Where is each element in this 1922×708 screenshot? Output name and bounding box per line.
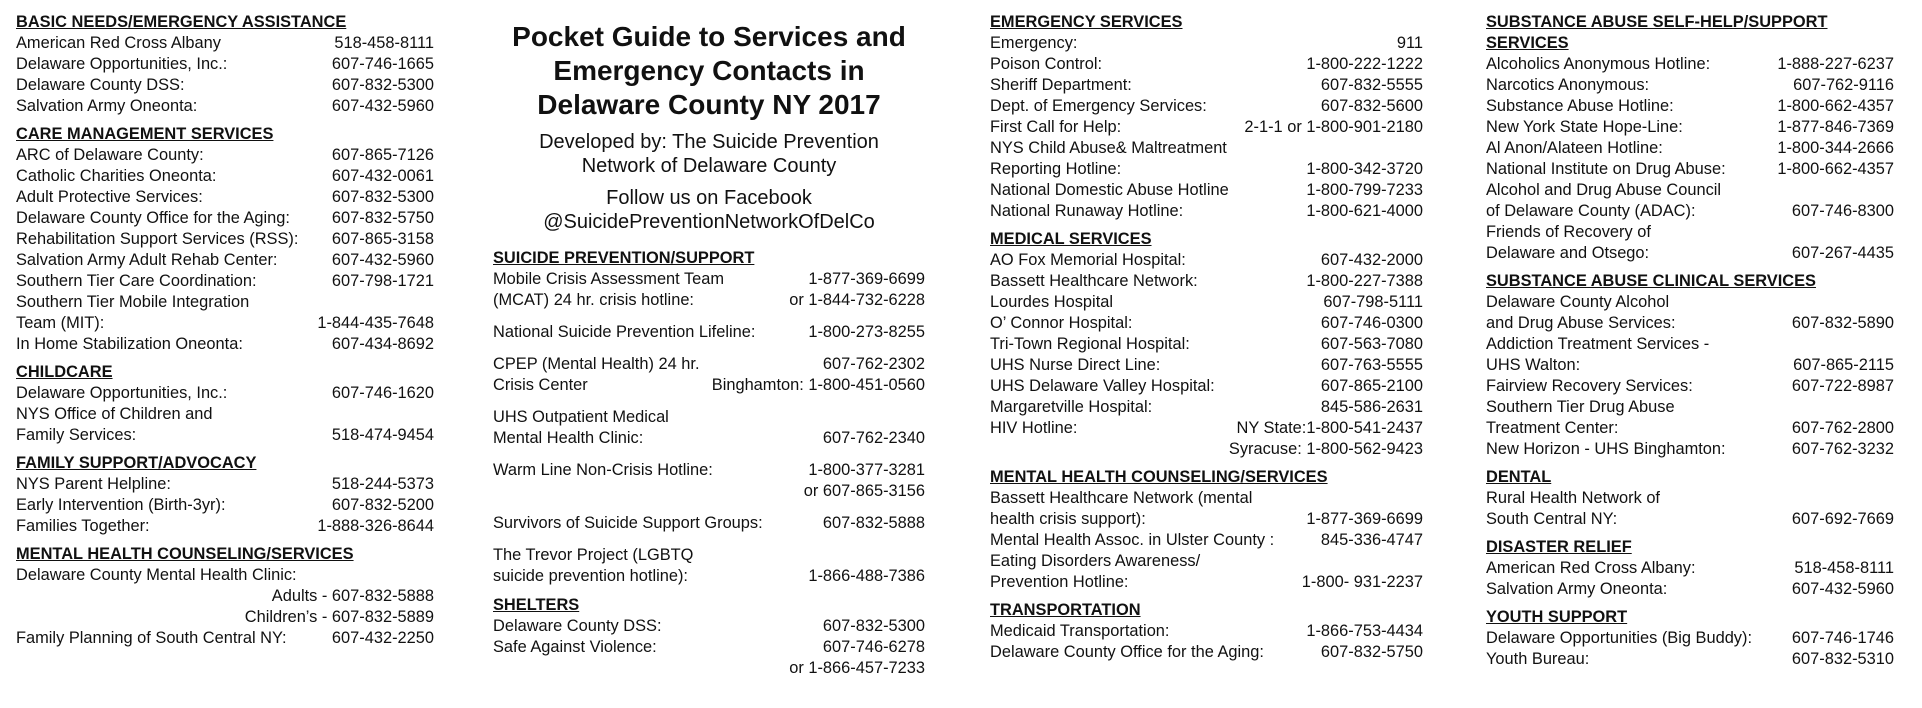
list-item	[16, 187, 434, 208]
service-name: UHS Delaware Valley Hospital:	[990, 377, 1215, 395]
list-item	[990, 54, 1423, 75]
section-childcare	[16, 362, 434, 446]
phone-number: Adults - 607-832-5888	[271, 587, 434, 605]
subtitle-line: Developed by: The Suicide Prevention	[539, 131, 879, 153]
service-name: Southern Tier Drug Abuse	[1486, 398, 1675, 416]
section-emergency	[990, 12, 1423, 222]
service-name: Lourdes Hospital	[990, 293, 1114, 311]
service-name: CPEP (Mental Health) 24 hr.	[493, 355, 700, 373]
phone-number: 1-877-846-7369	[1777, 118, 1894, 136]
phone-number: 607-832-5300	[331, 76, 434, 94]
phone-number: 1-866-488-7386	[808, 567, 925, 585]
entry-line	[493, 566, 925, 587]
service-name: Delaware County Office for the Aging:	[16, 209, 290, 227]
service-name: Medicaid Transportation:	[990, 622, 1170, 640]
list-item	[990, 355, 1423, 376]
section-heading: DISASTER RELIEF	[1486, 538, 1632, 556]
phone-number: NY State:1-800-541-2437	[1236, 419, 1423, 437]
phone-number: Binghamton: 1-800-451-0560	[711, 376, 925, 394]
title-line: Emergency Contacts in	[553, 55, 865, 86]
section-heading: TRANSPORTATION	[990, 601, 1141, 619]
service-name: Mental Health Assoc. in Ulster County :	[990, 531, 1275, 549]
entry-line	[493, 354, 925, 375]
service-name: Alcoholics Anonymous Hotline:	[1486, 55, 1711, 73]
list-item	[1486, 75, 1894, 96]
section-heading: YOUTH SUPPORT	[1486, 608, 1628, 626]
list-item	[16, 96, 434, 117]
list-item	[990, 180, 1423, 201]
section-family-support	[16, 453, 434, 537]
list-item	[990, 96, 1423, 117]
service-name: Safe Against Violence:	[493, 638, 657, 656]
list-item	[16, 628, 434, 649]
phone-number: 1-800- 931-2237	[1301, 573, 1423, 591]
list-item	[990, 376, 1423, 397]
phone-number: 607-832-5888	[822, 514, 925, 532]
phone-number: 607-434-8692	[331, 335, 434, 353]
service-name: American Red Cross Albany	[16, 34, 221, 52]
section-youth-support	[1486, 607, 1894, 670]
service-name: Delaware County Mental Health Clinic:	[16, 566, 297, 584]
service-name: Delaware County Office for the Aging:	[990, 643, 1264, 661]
list-item	[1486, 117, 1894, 138]
service-name: Salvation Army Oneonta:	[16, 97, 198, 115]
phone-number: or 1-844-732-6228	[789, 291, 925, 309]
service-name: National Suicide Prevention Lifeline:	[493, 323, 756, 341]
phone-number: 1-800-222-1222	[1306, 55, 1423, 73]
list-item	[990, 250, 1423, 271]
section-heading: MENTAL HEALTH COUNSELING/SERVICES	[16, 545, 354, 563]
list-item	[16, 75, 434, 96]
entry-line	[493, 428, 925, 449]
phone-number: 607-832-5555	[1320, 76, 1423, 94]
list-item	[990, 159, 1423, 180]
section-basic-needs	[16, 12, 434, 117]
phone-number: Syracuse: 1-800-562-9423	[1228, 440, 1423, 458]
service-name: National Runaway Hotline:	[990, 202, 1184, 220]
phone-number: 518-458-8111	[334, 34, 434, 52]
service-name: In Home Stabilization Oneonta:	[16, 335, 243, 353]
phone-number: 911	[1396, 34, 1423, 52]
service-name: NYS Child Abuse& Maltreatment	[990, 139, 1227, 157]
phone-number: 1-888-227-6237	[1777, 55, 1894, 73]
service-name: Bassett Healthcare Network (mental	[990, 489, 1253, 507]
list-item	[990, 117, 1423, 138]
list-item	[990, 292, 1423, 313]
column-4	[1486, 12, 1894, 677]
section-heading: SUICIDE PREVENTION/SUPPORT	[493, 249, 755, 267]
phone-number: 1-800-227-7388	[1306, 272, 1423, 290]
column-2	[493, 12, 925, 686]
follow-facebook	[493, 186, 925, 234]
list-item	[493, 322, 925, 343]
list-item	[1486, 509, 1894, 530]
list-item	[16, 425, 434, 446]
section-heading: SUBSTANCE ABUSE SELF-HELP/SUPPORT	[1486, 13, 1828, 31]
title-line: Delaware County NY 2017	[537, 89, 881, 120]
list-item	[990, 334, 1423, 355]
phone-number: 845-336-4747	[1320, 531, 1423, 549]
service-name: Youth Bureau:	[1486, 650, 1590, 668]
list-item	[990, 313, 1423, 334]
phone-number: 607-865-2115	[1793, 356, 1894, 374]
phone-number: 607-865-7126	[331, 146, 434, 164]
list-item	[990, 530, 1423, 551]
service-name: First Call for Help:	[990, 118, 1122, 136]
service-name: of Delaware County (ADAC):	[1486, 202, 1696, 220]
phone-number: or 1-866-457-7233	[789, 659, 925, 677]
phone-number: 1-844-435-7648	[317, 314, 434, 332]
phone-number: 607-722-8987	[1791, 377, 1894, 395]
service-name: Early Intervention (Birth-3yr):	[16, 496, 226, 514]
list-item	[493, 354, 925, 396]
phone-number: 1-800-799-7233	[1306, 181, 1423, 199]
list-item	[16, 250, 434, 271]
entry-line	[493, 460, 925, 481]
phone-number: 607-832-5750	[331, 209, 434, 227]
service-name: Eating Disorders Awareness/	[990, 552, 1201, 570]
service-name: Tri-Town Regional Hospital:	[990, 335, 1190, 353]
phone-number: 607-432-2250	[331, 629, 434, 647]
service-name: Crisis Center	[493, 376, 588, 394]
list-item	[16, 166, 434, 187]
phone-number: 1-866-753-4434	[1306, 622, 1423, 640]
page-title	[493, 20, 925, 122]
service-name: HIV Hotline:	[990, 419, 1078, 437]
service-name: Southern Tier Care Coordination:	[16, 272, 257, 290]
service-name: Delaware Opportunities (Big Buddy):	[1486, 629, 1753, 647]
list-item	[16, 271, 434, 292]
service-name: Emergency:	[990, 34, 1078, 52]
list-item	[1486, 54, 1894, 75]
section-heading: MEDICAL SERVICES	[990, 230, 1152, 248]
subtitle-line: Follow us on Facebook	[606, 187, 812, 209]
service-name: NYS Parent Helpline:	[16, 475, 171, 493]
phone-number: 607-865-3158	[331, 230, 434, 248]
service-name: Fairview Recovery Services:	[1486, 377, 1693, 395]
list-item	[16, 495, 434, 516]
phone-number: 607-832-5200	[331, 496, 434, 514]
list-item	[16, 383, 434, 404]
phone-number: 607-762-2800	[1791, 419, 1894, 437]
section-shelters	[493, 595, 925, 679]
service-name: suicide prevention hotline):	[493, 567, 688, 585]
list-item	[990, 621, 1423, 642]
phone-number: 1-877-369-6699	[808, 270, 925, 288]
list-item	[1486, 201, 1894, 222]
phone-number: 607-432-5960	[1791, 580, 1894, 598]
list-item	[16, 516, 434, 537]
phone-number: 607-762-2340	[822, 429, 925, 447]
service-name: Dept. of Emergency Services:	[990, 97, 1207, 115]
service-name: Al Anon/Alateen Hotline:	[1486, 139, 1663, 157]
phone-number: 607-746-8300	[1791, 202, 1894, 220]
list-item	[990, 397, 1423, 418]
phone-number: 607-746-0300	[1320, 314, 1423, 332]
list-item	[493, 637, 925, 658]
list-item	[493, 460, 925, 502]
service-name: National Institute on Drug Abuse:	[1486, 160, 1726, 178]
phone-number: 607-763-5555	[1320, 356, 1423, 374]
list-item	[16, 145, 434, 166]
service-name: Family Planning of South Central NY:	[16, 629, 287, 647]
section-heading: CHILDCARE	[16, 363, 113, 381]
service-name: Delaware County DSS:	[16, 76, 185, 94]
phone-number: 1-800-621-4000	[1306, 202, 1423, 220]
phone-number: 607-267-4435	[1791, 244, 1894, 262]
phone-number: 1-888-326-8644	[317, 517, 434, 535]
service-name: Southern Tier Mobile Integration	[16, 293, 250, 311]
service-name: Delaware and Otsego:	[1486, 244, 1650, 262]
phone-number: 607-432-5960	[331, 251, 434, 269]
phone-number: 607-762-2302	[822, 355, 925, 373]
column-1	[16, 12, 434, 656]
service-name: Delaware County DSS:	[493, 617, 662, 635]
phone-number: 607-762-9116	[1793, 76, 1894, 94]
service-name: ARC of Delaware County:	[16, 146, 204, 164]
section-heading: SUBSTANCE ABUSE CLINICAL SERVICES	[1486, 272, 1816, 290]
section-mental-health-right	[990, 467, 1423, 593]
section-heading: SERVICES	[1486, 34, 1569, 52]
phone-number: 518-458-8111	[1794, 559, 1894, 577]
phone-number: Children’s - 607-832-5889	[244, 608, 434, 626]
list-item	[990, 572, 1423, 593]
phone-number: 607-762-3232	[1791, 440, 1894, 458]
section-care-management	[16, 124, 434, 355]
phone-number: 607-432-0061	[331, 167, 434, 185]
service-name: Family Services:	[16, 426, 137, 444]
service-name: National Domestic Abuse Hotline	[990, 181, 1229, 199]
list-item	[1486, 376, 1894, 397]
service-name: Delaware Opportunities, Inc.:	[16, 384, 228, 402]
phone-number: 607-432-2000	[1320, 251, 1423, 269]
title-line: Pocket Guide to Services and	[512, 21, 906, 52]
service-name: Team (MIT):	[16, 314, 105, 332]
section-heading: FAMILY SUPPORT/ADVOCACY	[16, 454, 257, 472]
section-heading: BASIC NEEDS/EMERGENCY ASSISTANCE	[16, 13, 347, 31]
service-name: Rehabilitation Support Services (RSS):	[16, 230, 299, 248]
phone-number: 845-586-2631	[1320, 398, 1423, 416]
service-name: Salvation Army Oneonta:	[1486, 580, 1668, 598]
section-dental	[1486, 467, 1894, 530]
list-item	[990, 201, 1423, 222]
phone-number: 607-798-1721	[331, 272, 434, 290]
list-item	[493, 269, 925, 311]
service-name: Survivors of Suicide Support Groups:	[493, 514, 763, 532]
service-name: Mobile Crisis Assessment Team	[493, 270, 725, 288]
phone-number: 607-832-5750	[1320, 643, 1423, 661]
list-item	[16, 313, 434, 334]
column-3	[990, 12, 1423, 670]
service-name: AO Fox Memorial Hospital:	[990, 251, 1186, 269]
list-item	[990, 642, 1423, 663]
service-name: NYS Office of Children and	[16, 405, 213, 423]
section-transportation	[990, 600, 1423, 663]
entry-line	[493, 513, 925, 534]
list-item	[16, 229, 434, 250]
section-substance-clinical	[1486, 271, 1894, 460]
phone-number: 607-832-5600	[1320, 97, 1423, 115]
phone-number: 2-1-1 or 1-800-901-2180	[1244, 118, 1423, 136]
service-name: Catholic Charities Oneonta:	[16, 167, 217, 185]
phone-number: 607-563-7080	[1320, 335, 1423, 353]
entry-line	[493, 375, 925, 396]
list-item	[1486, 558, 1894, 579]
section-substance-selfhelp	[1486, 12, 1894, 264]
developed-by	[493, 130, 925, 178]
service-name: Bassett Healthcare Network:	[990, 272, 1198, 290]
service-name: The Trevor Project (LGBTQ	[493, 546, 694, 564]
service-name: and Drug Abuse Services:	[1486, 314, 1676, 332]
list-item	[1486, 439, 1894, 460]
service-name: health crisis support):	[990, 510, 1146, 528]
phone-number: 607-832-5300	[822, 617, 925, 635]
service-name: Families Together:	[16, 517, 150, 535]
list-item	[1486, 96, 1894, 117]
service-name: Delaware County Alcohol	[1486, 293, 1670, 311]
service-name: South Central NY:	[1486, 510, 1618, 528]
service-name: Rural Health Network of	[1486, 489, 1660, 507]
phone-number: 607-832-5890	[1791, 314, 1894, 332]
phone-number: 1-800-662-4357	[1777, 97, 1894, 115]
service-name: UHS Walton:	[1486, 356, 1581, 374]
phone-number: 1-800-662-4357	[1777, 160, 1894, 178]
list-item	[493, 616, 925, 637]
list-item	[16, 33, 434, 54]
service-name: Adult Protective Services:	[16, 188, 203, 206]
service-name: (MCAT) 24 hr. crisis hotline:	[493, 291, 694, 309]
phone-number: 1-800-344-2666	[1777, 139, 1894, 157]
section-disaster-relief	[1486, 537, 1894, 600]
service-name: UHS Outpatient Medical	[493, 408, 669, 426]
phone-number: 607-746-6278	[822, 638, 925, 656]
section-suicide-prevention	[493, 248, 925, 587]
phone-number: 1-800-342-3720	[1306, 160, 1423, 178]
list-item	[493, 545, 925, 587]
service-name: O’ Connor Hospital:	[990, 314, 1133, 332]
service-name: UHS Nurse Direct Line:	[990, 356, 1161, 374]
phone-number: 518-474-9454	[331, 426, 434, 444]
list-item	[493, 407, 925, 449]
service-name: Reporting Hotline:	[990, 160, 1122, 178]
service-name: Friends of Recovery of	[1486, 223, 1651, 241]
service-name: Addiction Treatment Services -	[1486, 335, 1710, 353]
section-heading: MENTAL HEALTH COUNSELING/SERVICES	[990, 468, 1328, 486]
phone-number: 607-746-1620	[331, 384, 434, 402]
list-item	[990, 75, 1423, 96]
phone-number: 607-865-2100	[1320, 377, 1423, 395]
list-item	[1486, 579, 1894, 600]
phone-number: 607-746-1746	[1791, 629, 1894, 647]
subtitle-line: Network of Delaware County	[581, 155, 837, 177]
list-item	[990, 418, 1423, 439]
service-name: Narcotics Anonymous:	[1486, 76, 1650, 94]
list-item	[493, 513, 925, 534]
service-name: New York State Hope-Line:	[1486, 118, 1683, 136]
phone-number: 607-832-5300	[331, 188, 434, 206]
list-item	[990, 271, 1423, 292]
list-item	[1486, 243, 1894, 264]
list-item	[1486, 628, 1894, 649]
list-item	[16, 474, 434, 495]
phone-number: 607-798-5111	[1323, 293, 1423, 311]
list-item	[990, 509, 1423, 530]
section-heading: DENTAL	[1486, 468, 1552, 486]
service-name: Margaretville Hospital:	[990, 398, 1153, 416]
list-item	[1486, 355, 1894, 376]
list-item	[16, 208, 434, 229]
phone-number: 1-800-273-8255	[808, 323, 925, 341]
list-item	[1486, 138, 1894, 159]
list-item	[1486, 313, 1894, 334]
service-name: Sheriff Department:	[990, 76, 1132, 94]
service-name: Poison Control:	[990, 55, 1103, 73]
phone-number: 607-832-5310	[1791, 650, 1894, 668]
list-item	[1486, 418, 1894, 439]
list-item	[16, 334, 434, 355]
section-medical	[990, 229, 1423, 460]
service-name: Salvation Army Adult Rehab Center:	[16, 251, 278, 269]
service-name: Prevention Hotline:	[990, 573, 1129, 591]
phone-number: 607-692-7669	[1791, 510, 1894, 528]
service-name: Substance Abuse Hotline:	[1486, 97, 1674, 115]
entry-line	[493, 269, 925, 290]
entry-line	[493, 290, 925, 311]
section-heading: SHELTERS	[493, 596, 580, 614]
phone-number: 1-877-369-6699	[1306, 510, 1423, 528]
service-name: Mental Health Clinic:	[493, 429, 644, 447]
section-heading: CARE MANAGEMENT SERVICES	[16, 125, 274, 143]
list-item	[990, 33, 1423, 54]
phone-number: 1-800-377-3281	[808, 461, 925, 479]
title-block	[493, 20, 925, 234]
service-name: Alcohol and Drug Abuse Council	[1486, 181, 1722, 199]
list-item	[16, 54, 434, 75]
service-name: Treatment Center:	[1486, 419, 1619, 437]
service-name: Warm Line Non-Crisis Hotline:	[493, 461, 713, 479]
service-name: Delaware Opportunities, Inc.:	[16, 55, 228, 73]
phone-number: or 607-865-3156	[803, 482, 925, 500]
entry-line	[493, 322, 925, 343]
service-name: American Red Cross Albany:	[1486, 559, 1696, 577]
phone-number: 607-432-5960	[331, 97, 434, 115]
section-mental-health-left	[16, 544, 434, 649]
list-item	[1486, 159, 1894, 180]
phone-number: 518-244-5373	[331, 475, 434, 493]
service-name: New Horizon - UHS Binghamton:	[1486, 440, 1726, 458]
phone-number: 607-746-1665	[331, 55, 434, 73]
facebook-handle: @SuicidePreventionNetworkOfDelCo	[543, 211, 875, 233]
list-item	[1486, 649, 1894, 670]
section-heading: EMERGENCY SERVICES	[990, 13, 1183, 31]
